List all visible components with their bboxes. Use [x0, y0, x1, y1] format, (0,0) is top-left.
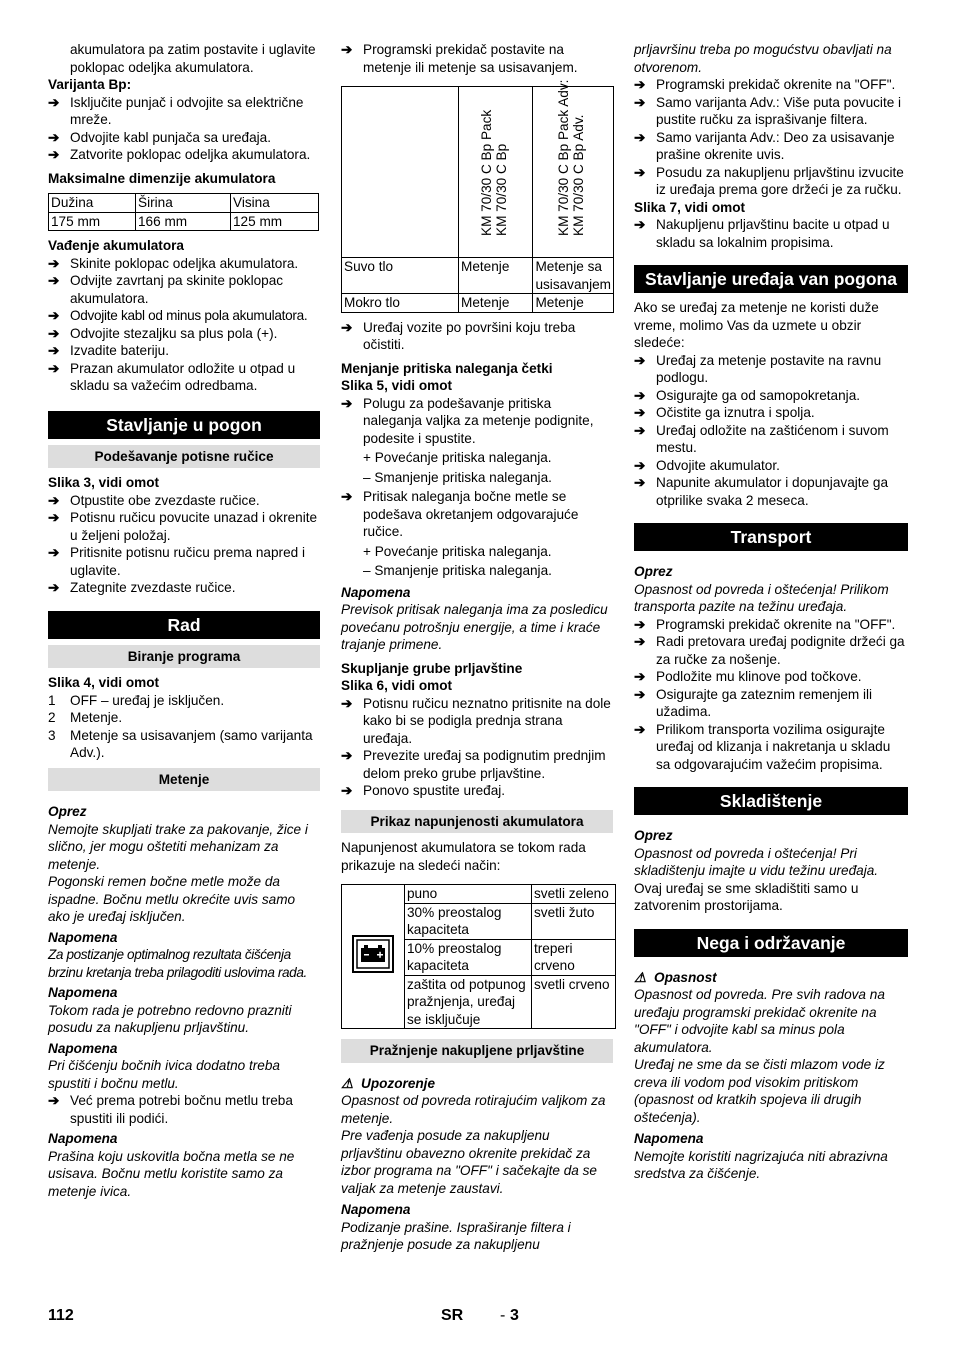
arrow-icon: ➔	[48, 492, 60, 508]
arrow-icon: ➔	[341, 319, 353, 335]
list-item: 1 OFF – uređaj je isključen.	[48, 692, 225, 708]
program-table: KM 70/30 C Bp Pack KM 70/30 C Bp KM 70/30 C Bp Pack Adv: KM 70/30 C Bp Adv. Suvo tlo Metenje Metenje sa usisavanjem Mokro tlo Metenje Metenje	[341, 86, 614, 313]
list-item: 2 Metenje.	[48, 710, 123, 725]
list-item: ➔ Programski prekidač postavite na metenje ili metenje sa usisavanjem.	[341, 42, 578, 75]
model-label: KM 70/30 C Bp Adv.	[571, 114, 587, 236]
caution-text: Opasnost od povreda i oštećenja! Pri skladištenju imajte u vidu težinu uređaja.	[634, 845, 879, 878]
caution-label: Oprez	[634, 564, 673, 579]
arrow-icon: ➔	[48, 510, 60, 525]
arrow-icon: ➔	[634, 387, 646, 403]
arrow-icon: ➔	[634, 686, 646, 702]
arrow-icon: ➔	[48, 255, 60, 271]
note-text: Previsok pritisak naleganja ima za posledicu povećanu potrošnju energije, a time i kraće trajanje primene.	[341, 602, 608, 652]
warning-icon: ⚠	[341, 1075, 354, 1091]
model-label: KM 70/30 C Bp Pack Adv:	[556, 79, 572, 236]
list-item: ➔ Samo varijanta Adv.: Više puta povucite i pustite ručku za isprašivanje filtera.	[634, 94, 902, 127]
arrow-icon: ➔	[634, 616, 646, 632]
heading-transport: Transport	[634, 523, 908, 551]
warning-label: ⚠ Upozorenje	[341, 1075, 436, 1091]
list-item: ➔ Zategnite zvezdaste ručice.	[48, 580, 236, 595]
list-item: ➔ Prilikom transporta vozilima osigurajte uređaj od klizanja i nakretanja u skladu sa odgovarajućim važećim propisima.	[634, 721, 891, 772]
arrow-icon: ➔	[48, 129, 60, 145]
danger-label: ⚠ Opasnost	[634, 969, 717, 985]
arrow-icon: ➔	[634, 422, 646, 438]
caution-text: Nemojte skupljati trake za pakovanje, žice i slično, jer mogu oštetiti mehanizam za metenje.	[48, 821, 308, 872]
removal-steps	[48, 255, 320, 395]
emptying-steps	[634, 76, 908, 199]
heading-maintenance: Nega i održavanje	[634, 929, 908, 957]
caution-text: Pogonski remen bočne metle može da ispadne. Bočnu metlu okrećite uvis samo ako je uređaj isključen.	[48, 874, 296, 924]
language-code: SR	[441, 1307, 464, 1324]
column-1	[48, 41, 320, 1200]
variant-bp-label: Varijanta Bp:	[48, 77, 132, 92]
arrow-icon: ➔	[634, 475, 646, 490]
arrow-icon: ➔	[634, 634, 646, 649]
model-label: KM 70/30 C Bp Pack	[478, 109, 494, 236]
list-item: ➔ Uređaj vozite po površini koju treba očistiti.	[341, 319, 576, 352]
continued-text: akumulatora pa zatim postavite i uglavite poklopac odeljka akumulatora.	[70, 42, 316, 75]
warning-text: Pre vađenja posude za nakupljenu prljavštinu obavezno okrenite prekidač za izbor programa na "OFF" i sačekajte da se valjak za metenje zaustavi.	[341, 1128, 597, 1196]
subheading-emptying: Pražnjenje nakupljene prljavštine	[341, 1039, 613, 1063]
heading-operation: Rad	[48, 611, 320, 639]
arrow-icon: ➔	[48, 273, 60, 288]
arrow-icon: ➔	[634, 457, 646, 473]
list-item: ➔ Uređaj za metenje postavite na ravnu podlogu.	[634, 352, 882, 385]
list-item: ➔ Očistite ga iznutra i spolja.	[634, 405, 815, 420]
warning-text: Opasnost od povreda rotirajućim valjkom za metenje.	[341, 1093, 606, 1126]
subheading-program: Biranje programa	[48, 645, 320, 669]
list-item: ➔ Nakupljenu prljavštinu bacite u otpad u skladu sa lokalnim propisima.	[634, 217, 890, 250]
note-label: Napomena	[341, 1202, 411, 1217]
list-item: ➔ Napunite akumulator i dopunjavajte ga otprilike svaka 2 meseca.	[634, 475, 889, 508]
shutdown-text: Ako se uređaj za metenje ne koristi duže vreme, molimo Vas da uzmete u obzir sledeće:	[634, 300, 879, 350]
arrow-icon: ➔	[48, 343, 60, 358]
list-item: ➔ Prazan akumulator odložite u otpad u skladu sa važećim odredbama.	[48, 360, 296, 393]
list-item: ➔ Ponovo spustite uređaj.	[341, 783, 506, 798]
subheading-handle: Podešavanje potisne ručice	[48, 445, 320, 469]
list-item: ➔ Već prema potrebi bočnu metlu treba spustiti ili podići.	[48, 1093, 293, 1126]
arrow-icon: ➔	[48, 1093, 60, 1108]
arrow-icon: ➔	[634, 669, 646, 684]
subheading-battery-display: Prikaz napunjenosti akumulatora	[341, 810, 613, 834]
note-label: Napomena	[341, 584, 411, 600]
arrow-icon: ➔	[48, 308, 60, 323]
note-text: Podizanje prašine. Ispraširanje filtera i pražnjenje posude za nakupljenu	[341, 1219, 571, 1252]
arrow-icon: ➔	[341, 395, 353, 411]
arrow-icon: ➔	[48, 147, 60, 162]
list-item: ➔ Odvojite akumulator.	[634, 457, 780, 473]
list-item: ➔ Odvojite kabl od minus pola akumulatora.	[48, 308, 308, 323]
figure-ref: Slika 4, vidi omot	[48, 675, 160, 690]
arrow-icon: ➔	[48, 325, 60, 341]
heading-startup: Stavljanje u pogon	[48, 411, 320, 439]
transport-steps	[634, 616, 908, 774]
caution-text: Opasnost od povreda i oštećenja! Prilikom transporta pazite na težinu uređaja.	[634, 581, 889, 614]
model-label: KM 70/30 C Bp	[493, 143, 509, 236]
bp-steps	[48, 94, 320, 164]
note-label: Napomena	[48, 985, 118, 1000]
list-item: ➔ Pritisnite potisnu ručicu prema napred i uglavite.	[48, 545, 305, 578]
arrow-icon: ➔	[634, 164, 646, 180]
list-item: 3 Metenje sa usisavanjem (samo varijanta Adv.).	[48, 727, 313, 760]
column-2	[341, 41, 613, 1254]
arrow-icon: ➔	[48, 94, 60, 110]
page-number: 112	[48, 1307, 74, 1324]
list-item: ➔ Izvadite bateriju.	[48, 343, 169, 358]
figure-ref: Slika 7, vidi omot	[634, 199, 746, 215]
danger-text: Uređaj ne sme da se čisti mlazom vode iz creva ili vodom pod visokim pritiskom (opasnost od kratkih spojeva ili drugih oštećenja).	[634, 1057, 885, 1125]
arrow-icon: ➔	[48, 360, 60, 376]
note-label: Napomena	[48, 1131, 118, 1146]
note-label: Napomena	[48, 929, 118, 945]
list-item: ➔ Odvojite kabl punjača sa uređaja.	[48, 129, 272, 145]
list-item: ➔ Samo varijanta Adv.: Deo za usisavanje prašine okrenite uvis.	[634, 129, 895, 162]
note-text: Pri čišćenju bočnih ivica dodatno treba spustiti i bočnu metlu.	[48, 1058, 280, 1091]
danger-text: Opasnost od povreda. Pre svih radova na uređaju programski prekidač okrenite na "OFF" i odvojite kabl sa minus pola akumulatora.	[634, 987, 885, 1055]
pressure-title: Menjanje pritiska naleganja četki	[341, 360, 553, 376]
list-item: ➔ Osigurajte ga zateznim remenjem ili užadima.	[634, 686, 873, 719]
list-item: ➔ Prevezite uređaj sa podignutim prednjim delom preko grube prljavštine.	[341, 748, 606, 781]
list-item: ➔ Zatvorite poklopac odeljka akumulatora.	[48, 147, 311, 162]
arrow-icon: ➔	[48, 545, 60, 560]
note-text: Prašina koju uskovitla bočna metla se ne usisava. Bočnu metlu koristite samo za metenje ivica.	[48, 1148, 295, 1199]
program-list	[48, 692, 320, 762]
list-item: ➔ Pritisak naleganja bočne metle se podešava okretanjem odgovarajuće ručice.	[341, 489, 579, 539]
list-item: ➔ Radi pretovara uređaj podignite držeći ga za ručke za nošenje.	[634, 634, 905, 667]
battery-table: puno svetli zeleno 30% preostalog kapaciteta svetli žuto 10% preostalog kapaciteta treperi crveno zaštita od potpunog pražnjenja, uređaj se isključuje svetli crveno	[341, 884, 616, 1029]
arrow-icon: ➔	[634, 217, 646, 232]
plus-text: + Povećanje pritiska naleganja.	[363, 543, 552, 559]
list-item: ➔ Skinite poklopac odeljka akumulatora.	[48, 255, 299, 271]
arrow-icon: ➔	[634, 94, 646, 110]
list-item: ➔ Odvojite stezaljku sa plus pola (+).	[48, 325, 278, 341]
figure-ref: Slika 3, vidi omot	[48, 475, 160, 490]
heading-shutdown: Stavljanje uređaja van pogona	[634, 265, 908, 293]
heading-storage: Skladištenje	[634, 787, 908, 815]
caution-label: Oprez	[48, 804, 87, 819]
figure-ref: Slika 6, vidi omot	[341, 678, 453, 693]
arrow-icon: ➔	[341, 748, 353, 763]
continued-text: prljavršinu treba po mogućstvu obavljati na otvorenom.	[634, 42, 892, 75]
note-label: Napomena	[634, 1131, 704, 1146]
caution-label: Oprez	[634, 828, 673, 843]
figure-ref: Slika 5, vidi omot	[341, 378, 453, 393]
shutdown-steps	[634, 352, 908, 510]
list-item: ➔ Osigurajte ga od samopokretanja.	[634, 387, 861, 403]
list-item: ➔ Polugu za podešavanje pritiska naleganja valjka za metenje podignite, podesite i spustite.	[341, 395, 594, 446]
coarse-dirt-title: Skupljanje grube prljavštine	[341, 660, 523, 676]
minus-text: – Smanjenje pritiska naleganja.	[363, 563, 552, 578]
note-text: Za postizanje optimalnog rezultata čišćenja brzinu kretanja treba prilagoditi uslovima rada.	[48, 947, 307, 980]
warning-icon: ⚠	[634, 969, 647, 985]
list-item: ➔ Uređaj odložite na zaštićenom i suvom mestu.	[634, 422, 889, 455]
battery-icon	[351, 934, 395, 974]
battery-display-text: Napunjenost akumulatora se tokom rada prikazuje na sledeći način:	[341, 840, 586, 873]
list-item: ➔ Isključite punjač i odvojite sa električne mreže.	[48, 94, 304, 127]
list-item: ➔ Odvijte zavrtanj pa skinite poklopac akumulatora.	[48, 273, 284, 306]
note-text: Tokom rada je potrebno redovno prazniti posudu za nakupljenu prljavštinu.	[48, 1002, 292, 1035]
arrow-icon: ➔	[634, 352, 646, 368]
footer-separator: -	[500, 1307, 506, 1324]
arrow-icon: ➔	[341, 695, 353, 711]
section-page-number: 3	[510, 1307, 519, 1324]
arrow-icon: ➔	[341, 489, 353, 504]
list-item: ➔ Potisnu ručicu neznatno pritisnite na dole kako bi se podigla prednja strana uređaja.	[341, 695, 611, 746]
list-item: ➔ Posudu za nakupljenu prljavštinu izvucite iz uređaja prema gore držeći je za ručku.	[634, 164, 904, 197]
arrow-icon: ➔	[634, 405, 646, 420]
removal-title: Vađenje akumulatora	[48, 238, 184, 253]
subheading-sweeping: Metenje	[48, 768, 320, 792]
list-item: ➔ Podložite mu klinove pod točkove.	[634, 669, 862, 684]
arrow-icon: ➔	[634, 129, 646, 145]
arrow-icon: ➔	[341, 783, 353, 798]
note-label: Napomena	[48, 1040, 118, 1056]
storage-text: Ovaj uređaj se sme skladištiti samo u zatvorenim prostorijama.	[634, 880, 859, 913]
max-dimensions-title: Maksimalne dimenzije akumulatora	[48, 170, 276, 186]
arrow-icon: ➔	[48, 580, 60, 595]
list-item: ➔ Otpustite obe zvezdaste ručice.	[48, 492, 260, 508]
minus-text: – Smanjenje pritiska naleganja.	[363, 469, 552, 485]
list-item: ➔ Programski prekidač okrenite na "OFF".	[634, 77, 896, 92]
plus-text: + Povećanje pritiska naleganja.	[363, 450, 552, 465]
arrow-icon: ➔	[634, 721, 646, 737]
handle-steps	[48, 492, 320, 597]
note-text: Nemojte koristiti nagrizajuća niti abrazivna sredstva za čišćenje.	[634, 1148, 888, 1181]
arrow-icon: ➔	[634, 77, 646, 92]
arrow-icon: ➔	[341, 42, 353, 57]
list-item: ➔ Potisnu ručicu povucite unazad i okrenite u željeni položaj.	[48, 510, 318, 543]
column-3	[634, 41, 908, 1183]
list-item: ➔ Programski prekidač okrenite na "OFF".	[634, 616, 896, 632]
dimensions-table: Dužina Širina Visina 175 mm 166 mm 125 mm	[48, 193, 319, 231]
